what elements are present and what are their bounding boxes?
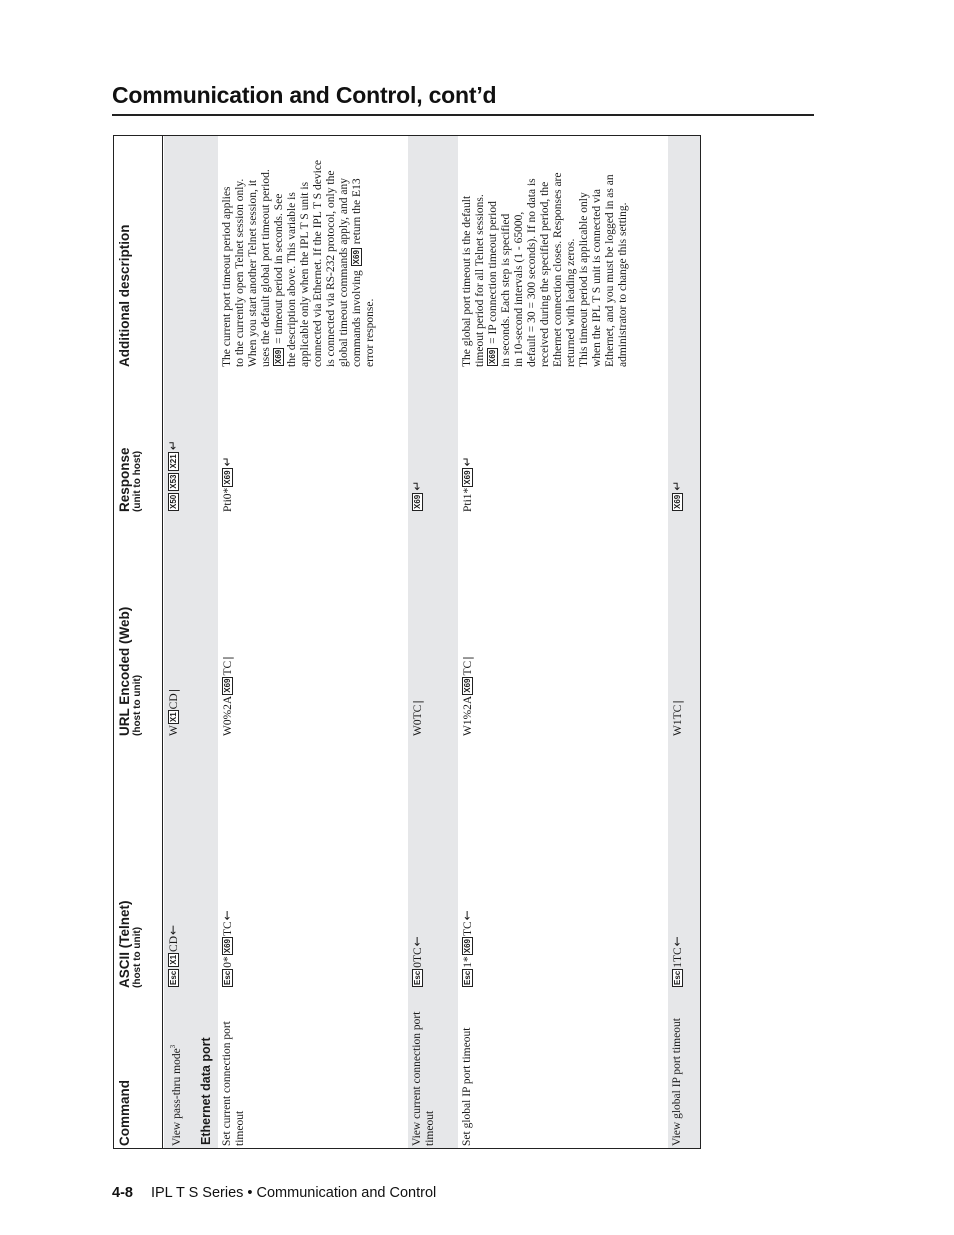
row2-ascii-pre: 0*	[222, 956, 234, 968]
header-command	[114, 992, 162, 1149]
variable-key-icon: X50	[169, 494, 178, 509]
esc-key-icon: Esc	[463, 970, 472, 985]
row4-ascii-pre: 1*	[462, 956, 474, 968]
row2-desc-2: = timeout period in seconds. See the description above. This variable is applicable only when the IPL T S unit is connected via Ethernet. If the IPL T S device is connected via RS-232 protocol, only the global timeout commands apply, and any commands involving	[273, 159, 363, 367]
variable-key-icon: X1	[169, 954, 178, 965]
row4-ascii-post: TC	[462, 921, 474, 937]
row2-url-pre: W0%2A	[222, 695, 234, 736]
variable-key-icon: X69	[352, 250, 361, 265]
page-footer	[112, 1185, 436, 1201]
section-ethernet-data-port: Ethernet data port	[196, 136, 218, 1149]
row5-command: View global IP port timeout	[671, 1018, 683, 1146]
row1-footnote: 3	[169, 1044, 177, 1049]
row2-resp-pre: Pti0*	[222, 487, 234, 512]
row4-resp-pre: Pti1*	[462, 487, 474, 512]
row2-response	[218, 371, 408, 516]
esc-key-icon: Esc	[223, 970, 232, 985]
variable-key-icon: X69	[413, 494, 422, 509]
variable-key-icon: X69	[274, 349, 283, 364]
table-row	[458, 136, 668, 1149]
row4-command: Set global IP port timeout	[461, 1027, 473, 1146]
row2-description	[218, 136, 408, 371]
enter-icon: ↵	[410, 480, 424, 491]
header-ascii	[114, 740, 162, 992]
row1-url	[164, 516, 196, 740]
command-table	[113, 135, 701, 1149]
variable-key-icon: X69	[223, 678, 232, 693]
row5-url	[668, 516, 701, 740]
row1-ascii	[164, 740, 196, 992]
variable-key-icon: X69	[463, 470, 472, 485]
row4-url-pre: W1%2A	[462, 695, 474, 736]
row4-ascii	[458, 740, 668, 992]
row5-url-text: W1TC	[672, 704, 684, 736]
left-arrow-icon: ←	[460, 910, 474, 921]
header-response	[114, 371, 162, 516]
left-arrow-icon: ←	[166, 924, 180, 935]
variable-key-icon: X53	[169, 474, 178, 489]
header-response-sub: (unit to host)	[132, 450, 143, 512]
row1-description	[164, 136, 196, 371]
variable-key-icon: X69	[463, 678, 472, 693]
pipe-icon: |	[167, 688, 180, 693]
row2-url	[218, 516, 408, 740]
row5-description	[668, 136, 701, 371]
row4-url-post: TC	[462, 660, 474, 676]
header-command-label: Command	[117, 1079, 132, 1146]
esc-key-icon: Esc	[673, 970, 682, 985]
left-arrow-icon: ←	[220, 910, 234, 921]
table-row	[668, 136, 701, 1149]
row2-ascii-post: TC	[222, 921, 234, 937]
enter-icon: ↵	[670, 480, 684, 491]
row3-description	[408, 136, 458, 371]
row1-command	[164, 992, 196, 1149]
row5-response	[668, 371, 701, 516]
esc-key-icon: Esc	[169, 970, 178, 985]
row1-response	[164, 371, 196, 516]
row2-url-post: TC	[222, 660, 234, 676]
header-url-label: URL Encoded (Web)	[117, 606, 132, 736]
pipe-icon: |	[221, 656, 234, 660]
left-arrow-icon: ←	[410, 936, 424, 947]
variable-key-icon: X69	[488, 349, 497, 364]
row5-ascii	[668, 740, 701, 992]
row3-command: View current connection port timeout	[411, 1011, 436, 1146]
row3-url-text: W0TC	[412, 704, 424, 736]
footer-text: IPL T S Series • Communication and Control	[150, 1185, 437, 1201]
table-header	[114, 136, 163, 1149]
row2-desc-3: return the E13 error response.	[351, 178, 376, 367]
row3-response	[408, 371, 458, 516]
enter-icon: ↵	[460, 456, 474, 467]
row4-url	[458, 516, 668, 740]
table-row	[218, 136, 408, 1149]
header-url	[114, 516, 162, 740]
row4-desc-1: The global port timeout is the default timeout period for all Telnet sessions.	[461, 194, 486, 367]
row1-url-text: CD	[168, 693, 180, 710]
header-response-label: Response	[117, 447, 132, 512]
variable-key-icon: X69	[463, 939, 472, 954]
left-arrow-icon: ←	[670, 936, 684, 947]
variable-key-icon: X69	[223, 939, 232, 954]
header-ascii-sub: (host to unit)	[132, 926, 143, 988]
row3-ascii-text: 0TC	[412, 947, 424, 968]
pipe-icon: |	[461, 656, 474, 660]
row3-ascii	[408, 740, 458, 992]
pipe-icon: |	[671, 699, 684, 704]
rotated-table-body	[114, 136, 701, 1149]
header-ascii-label: ASCII (Telnet)	[117, 900, 132, 988]
variable-key-icon: X21	[169, 454, 178, 469]
variable-key-icon: X69	[673, 494, 682, 509]
table-row	[164, 136, 196, 1149]
page-number: 4-8	[112, 1185, 133, 1201]
row2-command: Set current connection port timeout	[221, 1021, 246, 1146]
row1-url-prefix: W	[168, 725, 180, 736]
row1-command-text: View pass-thru mode	[170, 1048, 183, 1146]
header-url-sub: (host to unit)	[132, 674, 143, 736]
row3-url	[408, 516, 458, 740]
row4-response	[458, 371, 668, 516]
row5-ascii-text: 1TC	[672, 947, 684, 968]
row4-desc-2: = IP connection timeout period in seconds. Each step is specified in 10-second intervals (1 - 65000, default = 30 = 300 seconds). If no data is received during the specified period, the Ethernet connection closes. Responses are returned with leading zeros. This timeout period is applicable only when the IPL T S unit is connected via Ethernet, and you must be logged in as an administrator to change this setting.	[487, 172, 629, 367]
variable-key-icon: X69	[223, 470, 232, 485]
variable-key-icon: X1	[169, 712, 178, 723]
row1-ascii-text: CD	[168, 935, 180, 952]
table-row	[408, 136, 458, 1149]
row2-desc-1: The current port timeout period applies to the currently open Telnet session only. When you start another Telnet session, it uses the default global port timeout period.	[221, 169, 272, 367]
header-description-label: Additional description	[117, 224, 132, 367]
enter-icon: ↵	[220, 456, 234, 467]
row4-description	[458, 136, 668, 371]
page-title: Communication and Control, cont’d	[112, 82, 497, 108]
esc-key-icon: Esc	[413, 970, 422, 985]
header-description	[114, 136, 162, 371]
row2-ascii	[218, 740, 408, 992]
pipe-icon: |	[411, 699, 424, 704]
title-rule	[112, 114, 814, 116]
enter-icon: ↵	[166, 440, 180, 451]
